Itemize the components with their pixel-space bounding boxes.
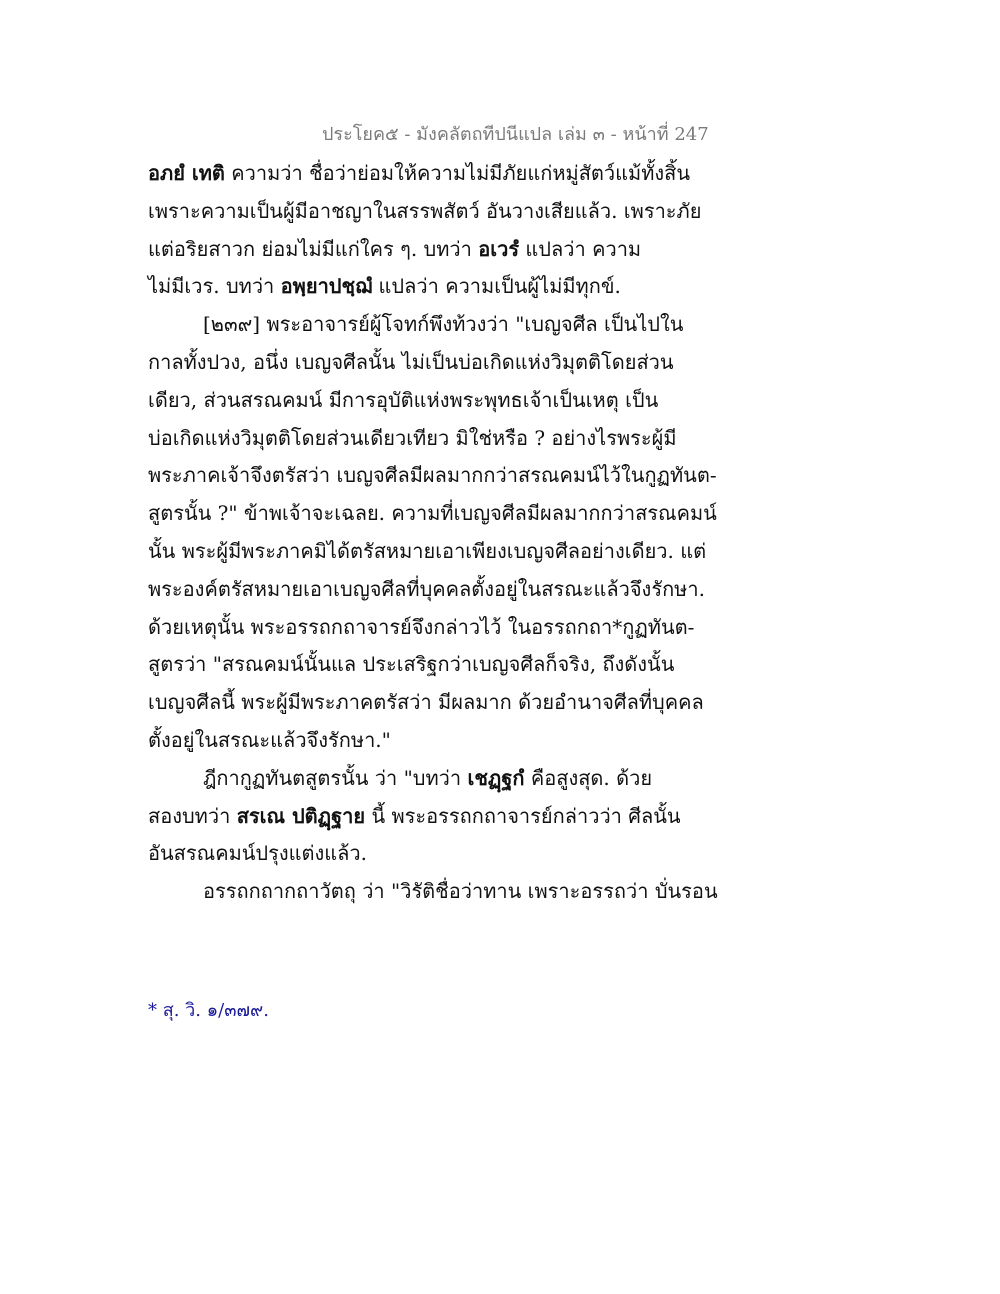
text-segment: เดียว, ส่วนสรณคมน์ มีการอุบัติแห่งพระพุทธเจ้าเป็นเหตุ เป็น [148, 387, 659, 412]
text-segment: สูตรว่า "สรณคมน์นั้นแล ประเสริฐกว่าเบญจศีลก็จริง, ถึงดังนั้น [148, 652, 675, 677]
footnote: * สุ. วิ. ๑/๓๗๙. [148, 1000, 269, 1021]
text-line [148, 873, 718, 911]
text-segment: อรรถกถากถาวัตถุ ว่า "วิรัติชื่อว่าทาน เพราะอรรถว่า บั่นรอน [203, 879, 718, 904]
text-line [148, 533, 707, 571]
pali-term: อเวรํ [478, 236, 520, 261]
text-segment: คือสูงสุด. ด้วย [524, 765, 653, 790]
pali-term: อภยํ เทติ [148, 161, 225, 185]
text-segment: อันสรณคมน์ปรุงแต่งแล้ว. [148, 841, 368, 866]
text-segment: แต่อริยสาวก ย่อมไม่มีแก่ใคร ๆ. บทว่า [148, 236, 479, 261]
pali-term: อพฺยาปชฺฌํ [280, 274, 373, 299]
text-segment: ด้วยเหตุนั้น พระอรรถกถาจารย์จึงกล่าวไว้ ในอรรถกถา*กูฏทันต- [148, 614, 695, 639]
body-text [148, 155, 718, 911]
text-segment: ไม่มีเวร. บทว่า [148, 274, 281, 299]
text-line [148, 609, 695, 647]
text-line [148, 798, 683, 836]
text-segment: บ่อเกิดแห่งวิมุตติโดยส่วนเดียวเทียว มิใช่หรือ ? อย่างไรพระผู้มี [148, 425, 677, 450]
text-segment: พระองค์ตรัสหมายเอาเบญจศีลที่บุคคลตั้งอยู่ในสรณะแล้วจึงรักษา. [148, 576, 705, 601]
text-segment: นั้น พระผู้มีพระภาคมิได้ตรัสหมายเอาเพียงเบญจศีลอย่างเดียว. แต่ [148, 538, 707, 563]
text-segment: นี้ พระอรรถกถาจารย์กล่าวว่า ศีลนั้น [365, 803, 681, 828]
text-line [148, 457, 717, 495]
text-segment: ตั้งอยู่ในสรณะแล้วจึงรักษา." [148, 727, 391, 752]
text-line [148, 684, 704, 722]
text-line [148, 268, 683, 306]
text-line [148, 571, 705, 609]
text-segment: เบญจศีลนี้ พระผู้มีพระภาคตรัสว่า มีผลมาก ด้วยอำนาจศีลที่บุคคล [148, 690, 704, 715]
text-line [148, 155, 691, 193]
text-segment: แปลว่า ความ [519, 236, 642, 261]
text-segment: เพราะความเป็นผู้มีอาชญาในสรรพสัตว์ อันวางเสียแล้ว. เพราะภัย [148, 198, 702, 223]
text-segment: สูตรนั้น ?" ข้าพเจ้าจะเฉลย. ความที่เบญจศีลมีผลมากกว่าสรณคมน์ [148, 501, 717, 526]
pali-term: สรเณ ปติฏฺฐาย [236, 803, 366, 828]
text-line [148, 722, 683, 760]
text-line [148, 306, 683, 344]
text-line [148, 193, 702, 231]
text-line [148, 495, 717, 533]
text-line [148, 835, 683, 873]
text-segment: ฎีกากูฏทันตสูตรนั้น ว่า "บทว่า [203, 765, 468, 790]
text-line [148, 646, 683, 684]
text-segment: กาลทั้งปวง, อนึ่ง เบญจศีลนั้น ไม่เป็นบ่อเกิดแห่งวิมุตติโดยส่วน [148, 349, 674, 374]
pali-term: เชฏฺฐกํ [467, 765, 525, 790]
text-segment: แปลว่า ความเป็นผู้ไม่มีทุกข์. [372, 274, 621, 299]
text-segment: [๒๓๙] พระอาจารย์ผู้โจทก์พึงท้วงว่า "เบญจศีล เป็นไปใน [203, 312, 684, 337]
text-segment: ความว่า ชื่อว่าย่อมให้ความไม่มีภัยแก่หมู่สัตว์แม้ทั้งสิ้น [224, 161, 691, 185]
text-line [148, 344, 683, 382]
text-segment: พระภาคเจ้าจึงตรัสว่า เบญจศีลมีผลมากกว่าสรณคมน์ไว้ในกูฏทันต- [148, 463, 717, 488]
text-line [148, 420, 683, 458]
text-line [148, 231, 683, 269]
text-line [148, 382, 683, 420]
page-header: ประโยค๕ - มังคลัตถทีปนีแปล เล่ม ๓ - หน้าที่ 247 [322, 124, 709, 145]
text-line [148, 760, 683, 798]
text-segment: สองบทว่า [148, 803, 237, 828]
